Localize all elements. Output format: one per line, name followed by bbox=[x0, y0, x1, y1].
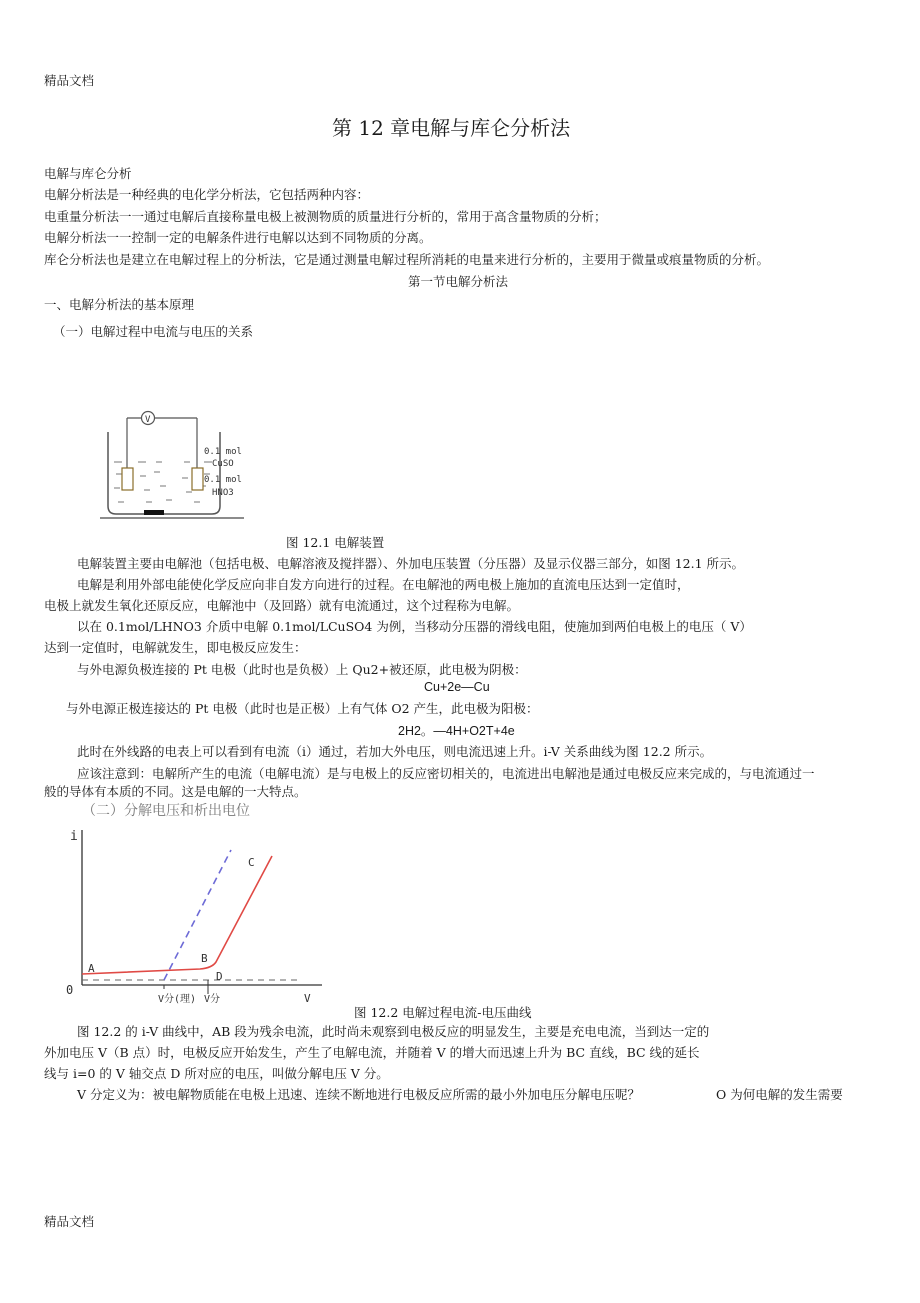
v-axis-label: V bbox=[304, 992, 311, 1005]
paragraph: O 为何电解的发生需要 bbox=[716, 1087, 843, 1102]
paragraph: 电极上就发生氧化还原反应，电解池中（及回路）就有电流通过，这个过程称为电解。 bbox=[44, 598, 520, 613]
origin-label: 0 bbox=[66, 983, 74, 997]
intro-line: 电重量分析法一一通过电解后直接称量电极上被测物质的质量进行分析的，常用于高含量物质的分析； bbox=[44, 209, 607, 224]
point-c-label: C bbox=[248, 856, 255, 869]
heading-current-voltage: （一）电解过程中电流与电压的关系 bbox=[53, 324, 254, 339]
paragraph: 电解是利用外部电能使化学反应向非自发方向进行的过程。在电解池的两电极上施加的直流电压达到一定值时， bbox=[77, 577, 690, 592]
fig1-label: 0.1 mol bbox=[204, 475, 242, 485]
v-theory-label: V分(理) bbox=[158, 994, 197, 1005]
intro-line: 电解分析法是一种经典的电化学分析法，它包括两种内容： bbox=[44, 187, 370, 202]
stir-bar bbox=[144, 510, 164, 515]
point-d-label: D bbox=[216, 970, 223, 983]
theoretical-curve bbox=[164, 850, 231, 980]
intro-line: 电解分析法一一控制一定的电解条件进行电解以达到不同物质的分离。 bbox=[44, 230, 432, 245]
cathode-equation: Cu+2e—Cu bbox=[424, 680, 490, 694]
paragraph: 与外电源正极连接达的 Pt 电极（此时也是正极）上有气体 O2 产生，此电极为阳极： bbox=[66, 701, 539, 716]
paragraph: 线与 i=0 的 V 轴交点 D 所对应的电压，叫做分解电压 V 分。 bbox=[44, 1066, 389, 1081]
i-axis-label: i bbox=[70, 829, 78, 844]
fig1-label: HNO3 bbox=[212, 488, 234, 498]
v-actual-label: V分 bbox=[204, 994, 221, 1005]
intro-line: 库仑分析法也是建立在电解过程上的分析法，它是通过测量电解过程所消耗的电量来进行分析的，主要用于微量或痕量物质的分析。 bbox=[44, 252, 770, 267]
fig1-label: CuSO bbox=[212, 459, 234, 469]
intro-line: 电解与库仑分析 bbox=[44, 166, 132, 181]
iv-curve-figure bbox=[60, 822, 350, 1012]
left-electrode bbox=[122, 468, 133, 490]
voltmeter-label: V bbox=[145, 415, 151, 425]
paragraph: 达到一定值时，电解就发生，即电极反应发生： bbox=[44, 640, 307, 655]
paragraph: 应该注意到：电解所产生的电流（电解电流）是与电极上的反应密切相关的，电流进出电解池是通过电极反应来完成的，与电流通过一 bbox=[77, 766, 815, 781]
paragraph: 外加电压 V（B 点）时，电极反应开始发生，产生了电解电流，并随着 V 的增大而迅速上升为 BC 直线，BC 线的延长 bbox=[44, 1045, 700, 1060]
paragraph: 电解装置主要由电解池（包括电极、电解溶液及搅拌器）、外加电压装置（分压器）及显示仪器三部分，如图 12.1 所示。 bbox=[77, 556, 745, 571]
paragraph: 此时在外线路的电表上可以看到有电流（i）通过，若加大外电压，则电流迅速上升。i-V 关系曲线为图 12.2 所示。 bbox=[77, 744, 713, 759]
section-title: 第一节电解分析法 bbox=[408, 274, 509, 289]
figure-caption: 图 12.1 电解装置 bbox=[286, 535, 385, 550]
paragraph: 图 12.2 的 i-V 曲线中，AB 段为残余电流，此时尚未观察到电极反应的明显发生，主要是充电电流，当到达一定的 bbox=[77, 1024, 710, 1039]
right-electrode bbox=[192, 468, 203, 490]
fig1-label: 0.1 mol bbox=[204, 447, 242, 457]
heading-principle: 一、电解分析法的基本原理 bbox=[44, 297, 195, 312]
figure-caption: 图 12.2 电解过程电流-电压曲线 bbox=[354, 1005, 532, 1020]
anode-equation: 2H2。—4H+O2T+4e bbox=[398, 724, 515, 738]
paragraph: 以在 0.1mol/LHNO3 介质中电解 0.1mol/LCuSO4 为例，当移动分压器的滑线电阻，使施加到两伯电极上的电压（ V） bbox=[77, 619, 752, 634]
heading-decomposition: （二）分解电压和析出电位 bbox=[82, 803, 250, 819]
paragraph: 与外电源负极连接的 Pt 电极（此时也是负极）上 Qu2+被还原，此电极为阴极： bbox=[77, 662, 527, 677]
page-title: 第 12 章电解与库仑分析法 bbox=[332, 116, 571, 140]
page-header: 精品文档 bbox=[44, 73, 95, 88]
paragraph: 般的导体有本质的不同。这是电解的一大特点。 bbox=[44, 784, 307, 799]
page-footer: 精品文档 bbox=[44, 1214, 95, 1229]
point-a-label: A bbox=[88, 962, 95, 975]
paragraph: V 分定义为：被电解物质能在电极上迅速、连续不断地进行电极反应所需的最小外加电压分解电压呢？ bbox=[77, 1087, 641, 1102]
point-b-label: B bbox=[201, 952, 208, 965]
electrolysis-apparatus-figure bbox=[100, 406, 260, 524]
